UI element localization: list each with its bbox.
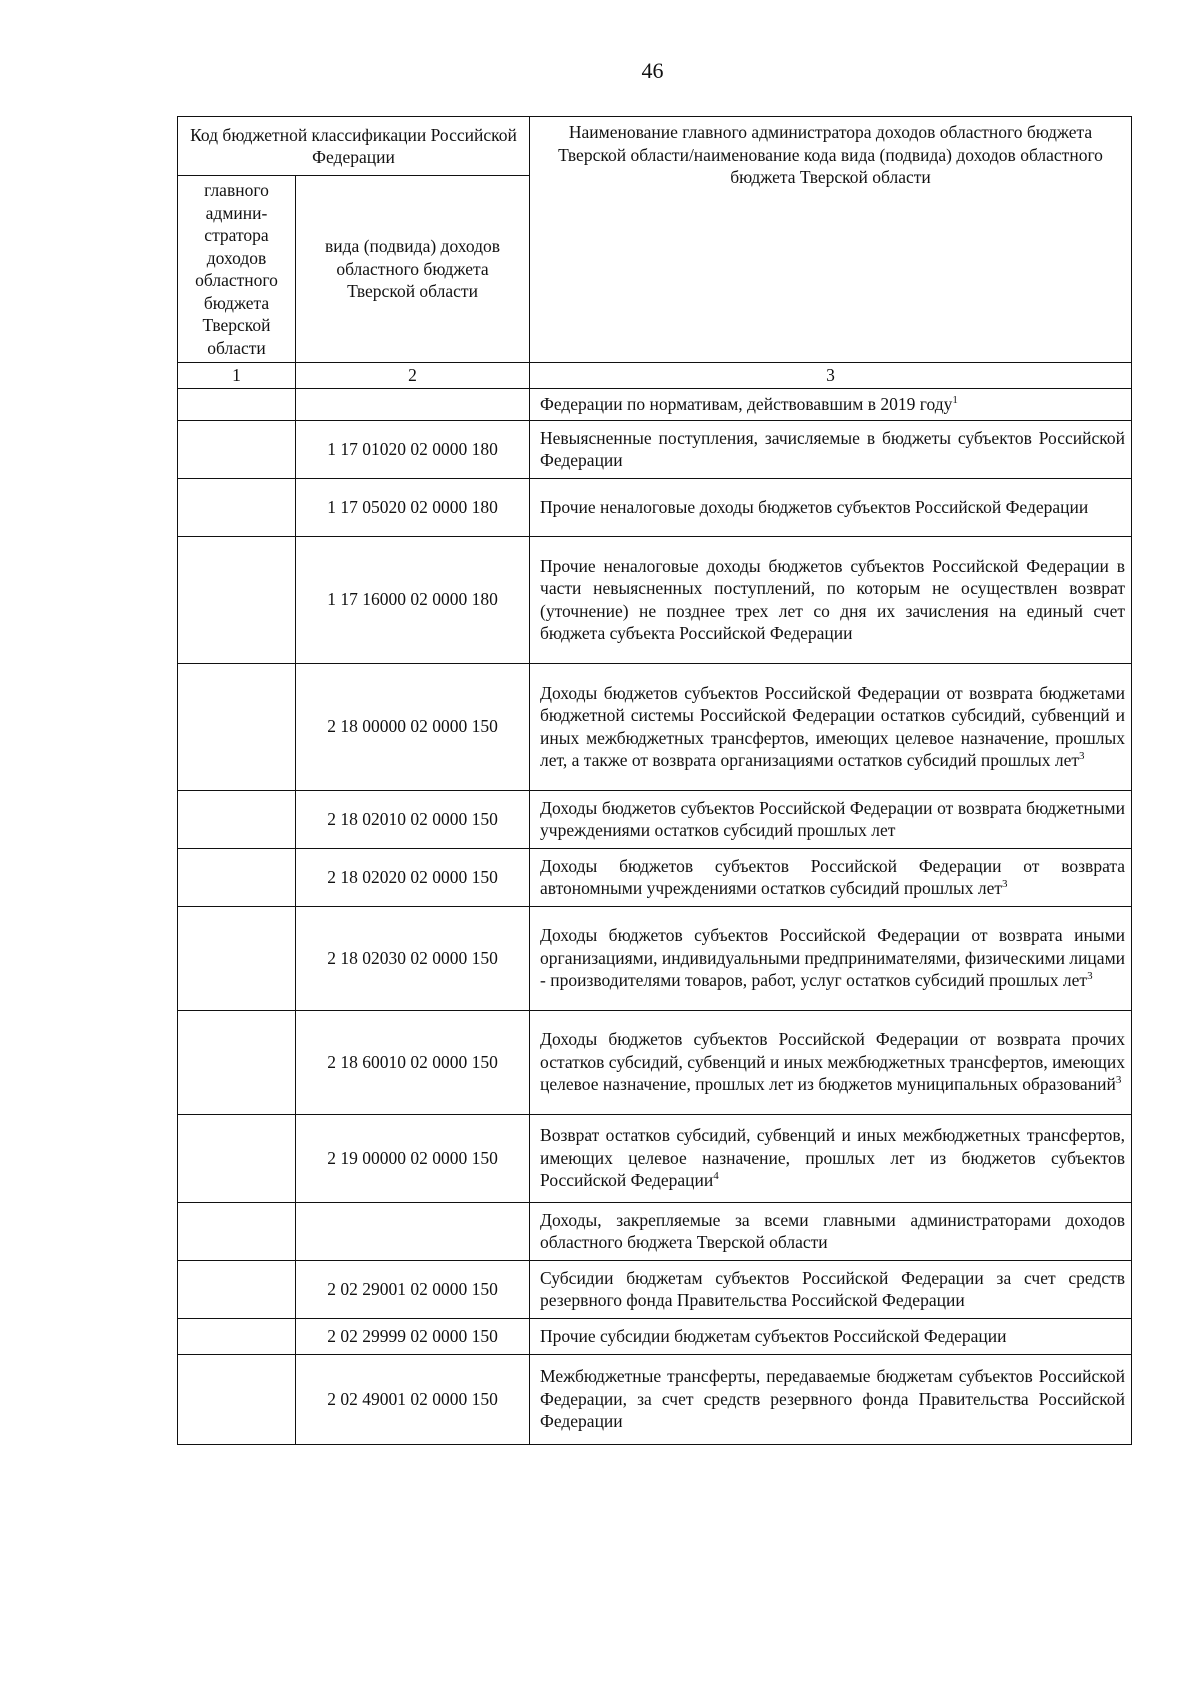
footnote-mark: 1 bbox=[952, 393, 958, 406]
income-description-cell bbox=[530, 1318, 1132, 1354]
admin-code-cell bbox=[178, 478, 296, 536]
page-number: 46 bbox=[641, 58, 664, 83]
admin-code-cell bbox=[178, 1318, 296, 1354]
description-text: Доходы бюджетов субъектов Российской Федерации от возврата прочих остатков субсидий, субвенций и иных межбюджетных трансфертов, имеющих целевое назначение, прошлых лет из бюджетов муниципальных образований bbox=[540, 1029, 1126, 1095]
description-text: Субсидии бюджетам субъектов Российской Федерации за счет средств резервного фонда Правительства Российской Федерации bbox=[540, 1267, 1126, 1310]
table-row bbox=[178, 1318, 1132, 1354]
table-row bbox=[178, 790, 1132, 848]
admin-code-cell bbox=[178, 790, 296, 848]
name-column-header: Наименование главного администратора доходов областного бюджета Тверской области/наименование кода вида (подвида) доходов областного бюджета Тверской области bbox=[530, 117, 1132, 363]
income-description-cell bbox=[530, 420, 1132, 478]
table-row bbox=[178, 1260, 1132, 1318]
description-text: Возврат остатков субсидий, субвенций и иных межбюджетных трансфертов, имеющих целевое назначение, прошлых лет из бюджетов субъектов Российской Федерации bbox=[540, 1125, 1126, 1191]
column-number: 2 bbox=[296, 363, 530, 389]
description-text: Доходы, закрепляемые за всеми главными администраторами доходов областного бюджета Тверской области bbox=[540, 1209, 1126, 1252]
income-description-cell bbox=[530, 478, 1132, 536]
admin-code-cell bbox=[178, 1354, 296, 1444]
description-text: Доходы бюджетов субъектов Российской Федерации от возврата бюджетными учреждениями остатков субсидий прошлых лет bbox=[540, 797, 1126, 840]
admin-code-cell bbox=[178, 388, 296, 420]
footnote-mark: 4 bbox=[713, 1170, 719, 1183]
column-number: 1 bbox=[178, 363, 296, 389]
kbk-group-header: Код бюджетной классификации Российской Федерации bbox=[178, 117, 530, 176]
description-text: Невыясненные поступления, зачисляемые в бюджеты субъектов Российской Федерации bbox=[540, 427, 1126, 470]
income-description-cell bbox=[530, 1354, 1132, 1444]
footnote-mark: 3 bbox=[1087, 970, 1093, 983]
column-number: 3 bbox=[530, 363, 1132, 389]
table-row bbox=[178, 1354, 1132, 1444]
income-code-cell: 2 02 29999 02 0000 150 bbox=[296, 1318, 530, 1354]
admin-code-cell bbox=[178, 906, 296, 1010]
income-description-cell bbox=[530, 848, 1132, 906]
description-text: Прочие субсидии бюджетам субъектов Российской Федерации bbox=[540, 1325, 1007, 1346]
description-text: Доходы бюджетов субъектов Российской Федерации от возврата иными организациями, индивидуальными предпринимателями, физическими лицами - производителями товаров, работ, услуг остатков субсидий прошлых лет bbox=[540, 925, 1126, 991]
income-code-cell: 2 18 02010 02 0000 150 bbox=[296, 790, 530, 848]
table-row bbox=[178, 906, 1132, 1010]
table-row bbox=[178, 1202, 1132, 1260]
description-text: Прочие неналоговые доходы бюджетов субъектов Российской Федерации bbox=[540, 496, 1089, 517]
income-code-cell: 1 17 05020 02 0000 180 bbox=[296, 478, 530, 536]
income-code-cell bbox=[296, 388, 530, 420]
description-text: Федерации по нормативам, действовавшим в 2019 году bbox=[540, 393, 953, 414]
admin-column-header: главного админи-стратора доходов областного бюджета Тверской области bbox=[178, 176, 296, 363]
income-description-cell bbox=[530, 1202, 1132, 1260]
admin-code-cell bbox=[178, 848, 296, 906]
income-description-cell bbox=[530, 1260, 1132, 1318]
income-code-cell: 2 02 49001 02 0000 150 bbox=[296, 1354, 530, 1444]
income-description-cell bbox=[530, 663, 1132, 790]
footnote-mark: 3 bbox=[1115, 1074, 1122, 1087]
income-description-cell bbox=[530, 536, 1132, 663]
description-text: Доходы бюджетов субъектов Российской Федерации от возврата автономными учреждениями остатков субсидий прошлых лет bbox=[540, 855, 1126, 898]
income-code-cell: 1 17 16000 02 0000 180 bbox=[296, 536, 530, 663]
admin-code-cell bbox=[178, 1260, 296, 1318]
footnote-mark: 3 bbox=[1001, 878, 1008, 891]
income-code-cell: 2 18 60010 02 0000 150 bbox=[296, 1010, 530, 1114]
income-description-cell bbox=[530, 388, 1132, 420]
income-code-cell: 2 18 00000 02 0000 150 bbox=[296, 663, 530, 790]
income-description-cell bbox=[530, 790, 1132, 848]
column-number-row bbox=[178, 363, 1132, 389]
table-row bbox=[178, 536, 1132, 663]
table-row bbox=[178, 478, 1132, 536]
income-description-cell bbox=[530, 1010, 1132, 1114]
footnote-mark: 3 bbox=[1079, 750, 1085, 763]
table-row bbox=[178, 420, 1132, 478]
header-row-1 bbox=[178, 117, 1132, 176]
admin-code-cell bbox=[178, 1010, 296, 1114]
admin-code-cell bbox=[178, 1202, 296, 1260]
table-row bbox=[178, 1010, 1132, 1114]
code-column-header: вида (подвида) доходов областного бюджета Тверской области bbox=[296, 176, 530, 363]
table-row bbox=[178, 848, 1132, 906]
income-description-cell bbox=[530, 906, 1132, 1010]
table-row bbox=[178, 1114, 1132, 1202]
income-code-cell bbox=[296, 1202, 530, 1260]
admin-code-cell bbox=[178, 420, 296, 478]
income-code-cell: 2 18 02030 02 0000 150 bbox=[296, 906, 530, 1010]
table-row bbox=[178, 663, 1132, 790]
description-text: Прочие неналоговые доходы бюджетов субъектов Российской Федерации в части невыясненных поступлений, по которым не осуществлен возврат (уточнение) не позднее трех лет со дня их зачисления на единый счет бюджета субъекта Российской Федерации bbox=[540, 555, 1126, 643]
admin-code-cell bbox=[178, 536, 296, 663]
budget-classification-table bbox=[177, 116, 1132, 1445]
description-text: Доходы бюджетов субъектов Российской Федерации от возврата бюджетами бюджетной системы Российской Федерации остатков субсидий, субвенций и иных межбюджетных трансфертов, имеющих целевое назначение, прошлых лет, а также от возврата организациями остатков субсидий прошлых лет bbox=[540, 682, 1126, 770]
admin-code-cell bbox=[178, 1114, 296, 1202]
income-code-cell: 2 19 00000 02 0000 150 bbox=[296, 1114, 530, 1202]
description-text: Межбюджетные трансферты, передаваемые бюджетам субъектов Российской Федерации, за счет средств резервного фонда Правительства Российской Федерации bbox=[540, 1366, 1126, 1432]
income-code-cell: 2 18 02020 02 0000 150 bbox=[296, 848, 530, 906]
income-description-cell bbox=[530, 1114, 1132, 1202]
admin-code-cell bbox=[178, 663, 296, 790]
income-code-cell: 2 02 29001 02 0000 150 bbox=[296, 1260, 530, 1318]
table-row bbox=[178, 388, 1132, 420]
income-code-cell: 1 17 01020 02 0000 180 bbox=[296, 420, 530, 478]
